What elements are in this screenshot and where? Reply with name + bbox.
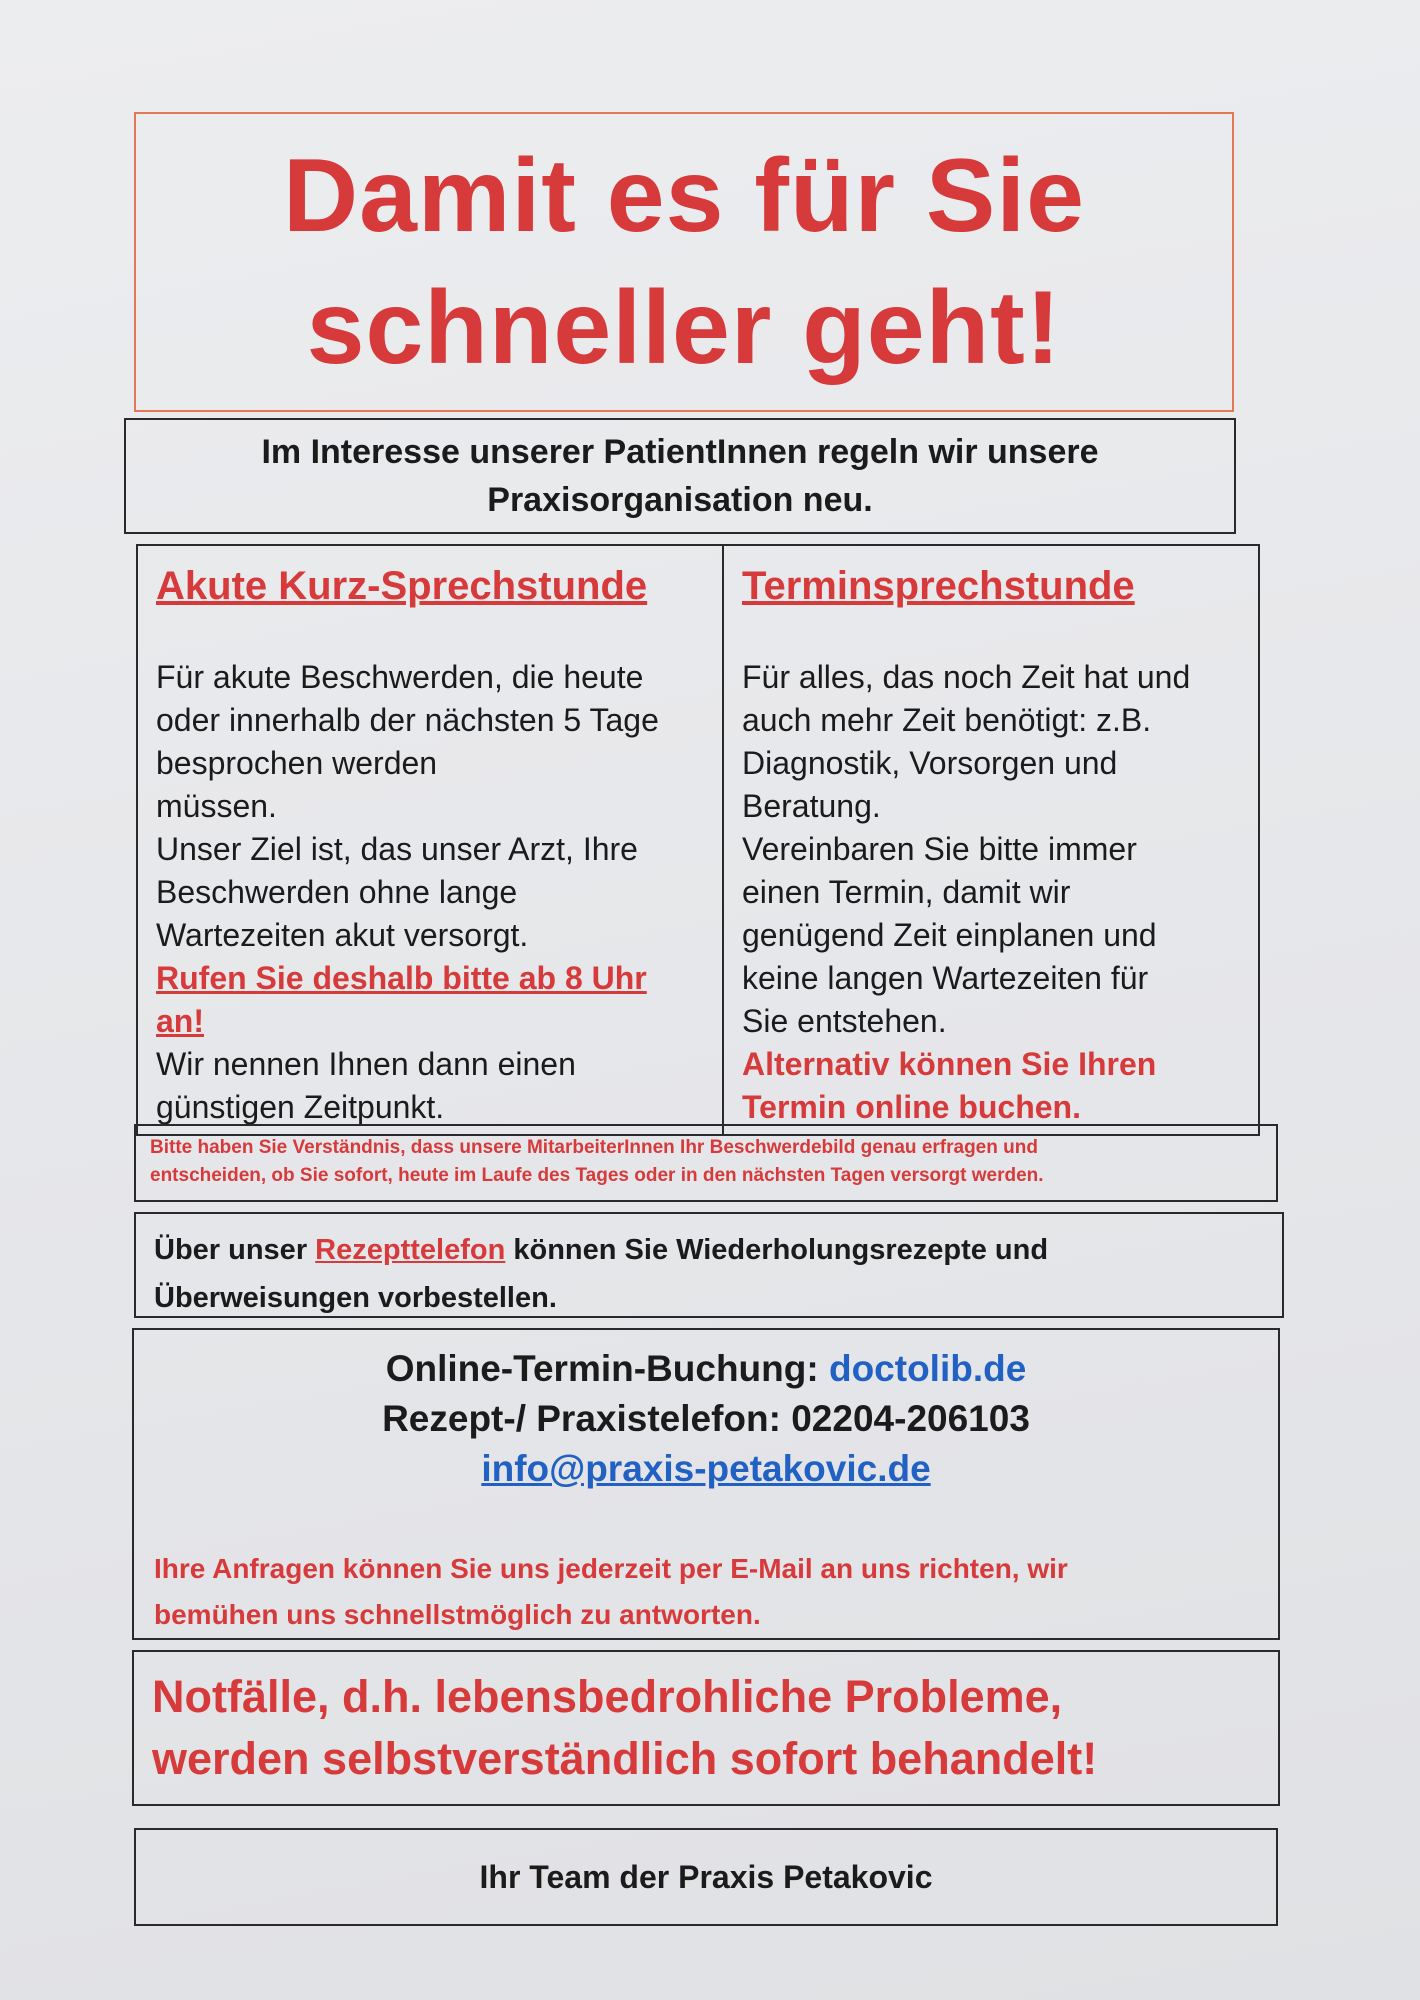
prescription-phone-box	[134, 1212, 1284, 1318]
acute-text-line: Für akute Beschwerden, die heute	[156, 659, 644, 695]
acute-text-line: Wartezeiten akut versorgt.	[156, 917, 529, 953]
acute-text-line: Wir nennen Ihnen dann einen	[156, 1046, 576, 1082]
appointment-text-line: genügend Zeit einplanen und	[742, 917, 1157, 953]
acute-text-line: müssen.	[156, 788, 277, 824]
phone-line: Rezept-/ Praxistelefon: 02204-206103	[382, 1398, 1030, 1439]
acute-text-line: besprochen werden	[156, 745, 438, 781]
title-line-1: Damit es für Sie	[282, 138, 1086, 254]
email-link[interactable]: info@praxis-petakovic.de	[481, 1448, 931, 1489]
acute-text-line: Unser Ziel ist, das unser Arzt, Ihre	[156, 831, 638, 867]
title-line-2: schneller geht!	[306, 270, 1062, 386]
note-line-2: entscheiden, ob Sie sofort, heute im Laufe des Tages oder in den nächsten Tagen versorgt werden.	[150, 1165, 1044, 1186]
email-note-line-1: Ihre Anfragen können Sie uns jederzeit per E-Mail an uns richten, wir	[154, 1553, 1068, 1584]
appointment-text-line: Vereinbaren Sie bitte immer	[742, 831, 1137, 867]
appointment-text-line: keine langen Wartezeiten für	[742, 960, 1149, 996]
appointment-heading: Terminsprechstunde	[742, 564, 1135, 608]
appointment-text-line: Beratung.	[742, 788, 881, 824]
online-booking-line-1: Alternativ können Sie Ihren	[742, 1046, 1157, 1082]
appointment-consultation-column	[722, 544, 1260, 1136]
note-line-1: Bitte haben Sie Verständnis, dass unsere MitarbeiterInnen Ihr Beschwerdebild genau erfragen und	[150, 1137, 1038, 1158]
understanding-note	[134, 1124, 1278, 1202]
booking-label: Online-Termin-Buchung:	[385, 1348, 819, 1389]
prescription-line-1	[154, 1226, 1264, 1274]
call-instruction-line-2: an!	[156, 1003, 204, 1039]
emergency-line-1: Notfälle, d.h. lebensbedrohliche Probleme,	[152, 1671, 1063, 1722]
appointment-text-line: einen Termin, damit wir	[742, 874, 1071, 910]
acute-consultation-column	[136, 544, 724, 1136]
prescription-prefix: Über unser	[154, 1234, 308, 1266]
appointment-text-line: Für alles, das noch Zeit hat und	[742, 659, 1191, 695]
intro-line-2: Praxisorganisation neu.	[487, 481, 873, 519]
online-booking-line-2: Termin online buchen.	[742, 1089, 1081, 1125]
email-note-line-2: bemühen uns schnellstmöglich zu antworten.	[154, 1599, 761, 1630]
appointment-text-line: auch mehr Zeit benötigt: z.B.	[742, 702, 1152, 738]
intro-line-1: Im Interesse unserer PatientInnen regeln wir unsere	[261, 433, 1099, 471]
emergency-line-2: werden selbstverständlich sofort behandelt!	[152, 1733, 1098, 1784]
consultation-table	[136, 544, 1260, 1136]
call-instruction-line-1: Rufen Sie deshalb bitte ab 8 Uhr	[156, 960, 647, 996]
intro-box	[124, 418, 1236, 534]
acute-text-line: oder innerhalb der nächsten 5 Tage	[156, 702, 659, 738]
emergency-box	[132, 1650, 1280, 1806]
acute-text-line: günstigen Zeitpunkt.	[156, 1089, 445, 1125]
contact-box	[132, 1328, 1280, 1640]
signature-box	[134, 1828, 1278, 1926]
title-box	[134, 112, 1234, 412]
prescription-suffix: können Sie Wiederholungsrezepte und	[513, 1234, 1049, 1266]
prescription-line-2: Überweisungen vorbestellen.	[154, 1282, 557, 1314]
appointment-text-line: Diagnostik, Vorsorgen und	[742, 745, 1118, 781]
prescription-phone-link[interactable]: Rezepttelefon	[315, 1234, 506, 1266]
acute-heading: Akute Kurz-Sprechstunde	[156, 564, 648, 608]
booking-line	[154, 1344, 1258, 1394]
acute-text-line: Beschwerden ohne lange	[156, 874, 518, 910]
doctolib-link[interactable]: doctolib.de	[828, 1348, 1027, 1389]
signature-text: Ihr Team der Praxis Petakovic	[479, 1858, 933, 1895]
appointment-text-line: Sie entstehen.	[742, 1003, 947, 1039]
